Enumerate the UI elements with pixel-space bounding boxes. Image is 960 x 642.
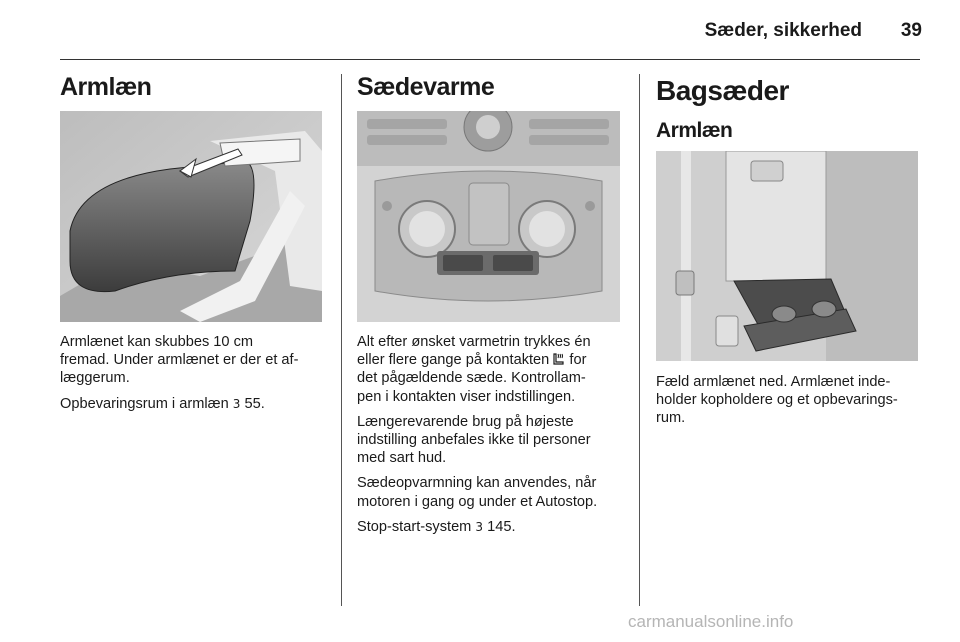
column-1-text — [60, 333, 332, 420]
figure-front-armrest — [60, 111, 322, 322]
reference-text: Opbevaringsrum i armlæn — [60, 395, 233, 412]
column-3-text — [656, 373, 928, 435]
column-2-text — [357, 333, 631, 543]
column-seat-heating — [357, 70, 627, 104]
paragraph-armrest-description: Armlænet kan skubbes 10 cm fremad. Under armlænet er der et af- læggerum. — [60, 334, 299, 387]
page-pointer-icon: 3 — [232, 396, 241, 411]
seat-heating-icon — [553, 352, 565, 364]
paragraph-seat-heating-usage — [357, 333, 631, 406]
control-panel-illustration — [357, 111, 620, 322]
figure-rear-armrest — [656, 151, 918, 361]
column-separator-2 — [639, 74, 640, 606]
subheading-armlaen: Armlæn — [656, 119, 733, 142]
reference-page[interactable]: 55. — [244, 395, 265, 412]
text-part: Alt efter ønsket varmetrin trykkes én eller flere gange på kontakten — [357, 334, 591, 369]
section-heading-armlaen: Armlæn — [60, 73, 152, 101]
paragraph-storage-reference — [60, 395, 332, 413]
section-heading-saedevarme: Sædevarme — [357, 73, 495, 101]
figure-seat-heating-controls — [357, 111, 620, 322]
reference-text: Stop-start-system — [357, 518, 476, 535]
text-part: for det pågældende sæde. Kontrollam- pen i kontakten viser indstillingen. — [357, 352, 587, 405]
paragraph-rear-armrest: Fæld armlænet ned. Armlænet inde- holder kopholdere og et opbevarings- rum. — [656, 374, 898, 427]
paragraph-autostop: Sædeopvarmning kan anvendes, når motoren i gang og under et Autostop. — [357, 475, 598, 510]
section-heading-bagsaeder: Bagsæder — [656, 75, 789, 106]
paragraph-warning-sensitive-skin: Længerevarende brug på højeste indstilling anbefales ikke til personer med sart hud. — [357, 413, 591, 467]
column-armrest-front — [60, 70, 330, 104]
page-pointer-icon: 3 — [475, 519, 484, 534]
rear-armrest-illustration — [656, 151, 918, 361]
paragraph-stop-start-reference — [357, 518, 631, 536]
header-rule — [60, 59, 920, 60]
watermark: carmanualsonline.info — [628, 612, 794, 631]
page-number: 39 — [900, 20, 922, 41]
column-separator-1 — [341, 74, 342, 606]
running-header-title: Sæder, sikkerhed — [704, 20, 862, 41]
armrest-illustration — [60, 111, 322, 322]
column-rear-seats — [656, 72, 926, 146]
reference-page[interactable]: 145. — [487, 518, 516, 535]
